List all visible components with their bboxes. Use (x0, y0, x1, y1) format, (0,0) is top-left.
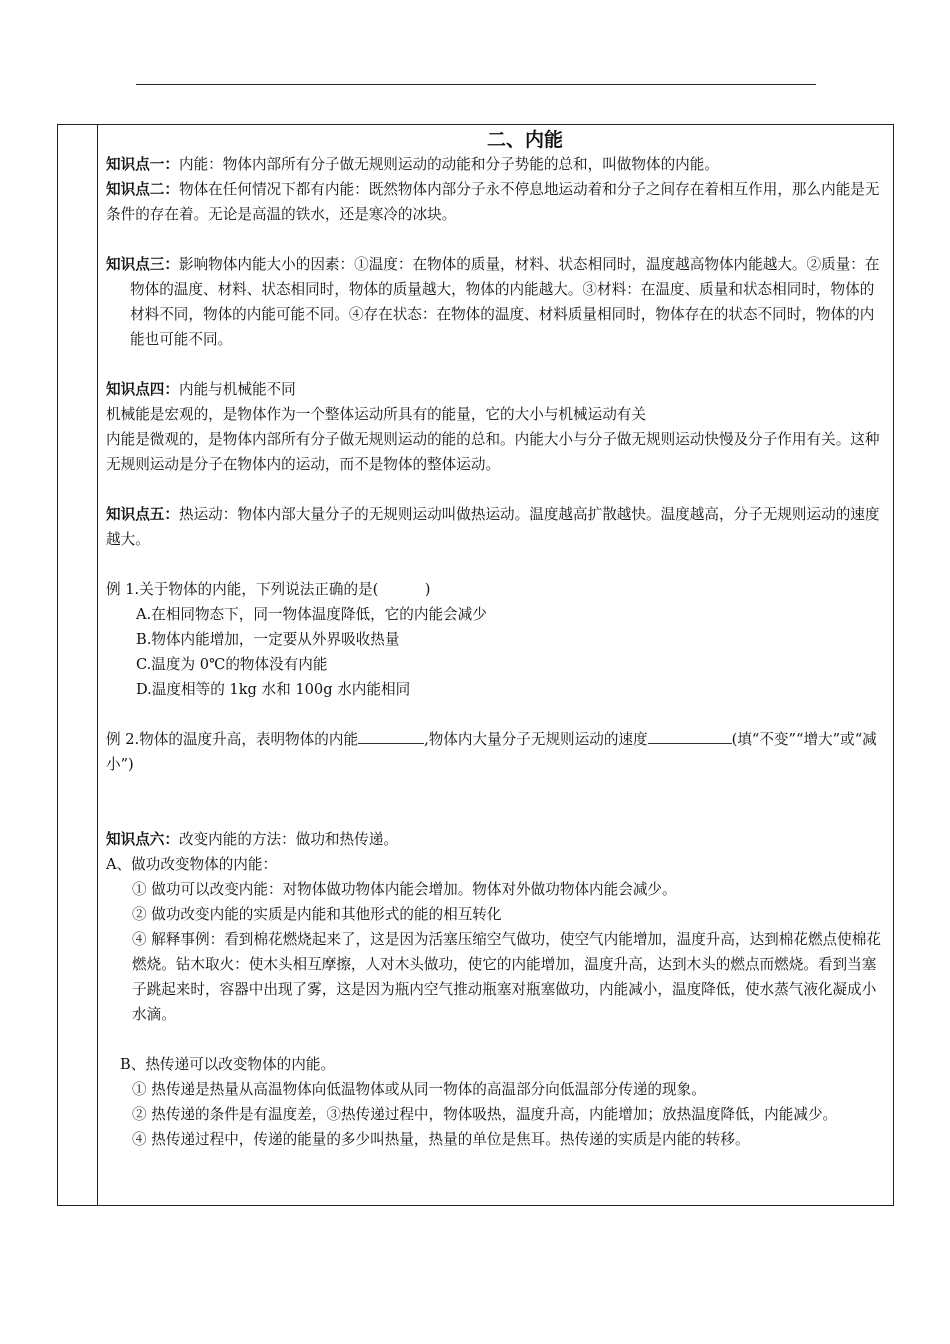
kp6-b-item-2: ② 热传递的条件是有温度差，③热传递过程中，物体吸热，温度升高，内能增加；放热温度降低，内能减少。 (132, 1106, 838, 1123)
kp6-a-item-1: ① 做功可以改变内能：对物体做功物体内能会增加。物体对外做功物体内能会减少。 (132, 881, 677, 898)
answer-blank-2[interactable] (648, 727, 732, 744)
kp4-label: 知识点四： (106, 381, 179, 398)
kp6-a-item-2: ② 做功改变内能的实质是内能和其他形式的能的相互转化 (132, 906, 502, 923)
example-1-option-b: B.物体内能增加，一定要从外界吸收热量 (136, 631, 400, 648)
knowledge-point-4 (106, 377, 888, 402)
example-1-option-a: A.在相同物态下，同一物体温度降低，它的内能会减少 (136, 606, 487, 623)
kp6-a-heading: A、做功改变物体的内能： (106, 856, 278, 873)
knowledge-point-3 (106, 252, 888, 352)
example-1-option-d: D.温度相等的 1kg 水和 100g 水内能相同 (136, 681, 411, 698)
knowledge-point-6 (106, 827, 888, 852)
section-title: 二、内能 (486, 129, 563, 151)
example-2 (106, 727, 888, 777)
knowledge-point-1 (106, 152, 888, 177)
answer-blank-1[interactable] (358, 727, 424, 744)
kp5-text: 热运动：物体内部大量分子的无规则运动叫做热运动。温度越高扩散越快。温度越高，分子无规则运动的速度越大。 (106, 506, 880, 548)
table-column-divider (97, 124, 98, 1206)
example-2-part-1: 例 2.物体的温度升高，表明物体的内能 (106, 731, 359, 748)
kp4-text: 内能与机械能不同 (178, 381, 296, 398)
kp4-line-2: 内能是微观的，是物体内部所有分子做无规则运动的能的总和。内能大小与分子做无规则运动快慢及分子作用有关。这种无规则运动是分子在物体内的运动，而不是物体的整体运动。 (106, 431, 880, 473)
example-2-part-3: (填“不变”“增大”或“减小”) (106, 731, 877, 773)
kp6-b-heading: B、热传递可以改变物体的内能。 (120, 1056, 336, 1073)
kp1-label: 知识点一： (106, 156, 179, 173)
kp6-a-item-3: ④ 解释事例：看到棉花燃烧起来了，这是因为活塞压缩空气做功，使空气内能增加，温度升高，达到棉花燃点使棉花燃烧。钻木取火：使木头相互摩擦，人对木头做功，使它的内能增加，温度升高，达到木头的燃点而燃烧。看到当塞子跳起来时，容器中出现了雾，这是因为瓶内空气推动瓶塞对瓶塞做功，内能减小，温度降低，使水蒸气液化凝成小水滴。 (132, 931, 881, 1023)
kp3-label: 知识点三： (106, 256, 179, 273)
kp3-text: 影响物体内能大小的因素：①温度：在物体的质量，材料、状态相同时，温度越高物体内能越大。②质量：在物体的温度、材料、状态相同时，物体的质量越大，物体的内能越大。③材料：在温度、质量和状态相同时，物体的材料不同，物体的内能可能不同。④存在状态：在物体的温度、材料质量相同时，物体存在的状态不同时，物体的内能也可能不同。 (130, 256, 880, 348)
kp6-text: 改变内能的方法：做功和热传递。 (178, 831, 398, 848)
header-rule (136, 84, 816, 85)
example-1-option-c: C.温度为 0℃的物体没有内能 (136, 656, 328, 673)
kp6-label: 知识点六： (106, 831, 179, 848)
knowledge-point-2 (106, 177, 888, 227)
kp2-label: 知识点二： (106, 181, 179, 198)
kp1-text: 内能：物体内部所有分子做无规则运动的动能和分子势能的总和，叫做物体的内能。 (178, 156, 719, 173)
example-2-part-2: ,物体内大量分子无规则运动的速度 (424, 731, 648, 748)
kp5-label: 知识点五： (106, 506, 179, 523)
kp6-b-item-3: ④ 热传递过程中，传递的能量的多少叫热量，热量的单位是焦耳。热传递的实质是内能的转移。 (132, 1131, 750, 1148)
kp2-text: 物体在任何情况下都有内能：既然物体内部分子永不停息地运动着和分子之间存在着相互作用，那么内能是无条件的存在着。无论是高温的铁水，还是寒冷的冰块。 (106, 181, 880, 223)
kp4-line-1: 机械能是宏观的，是物体作为一个整体运动所具有的能量，它的大小与机械运动有关 (106, 406, 646, 423)
knowledge-point-5 (106, 502, 888, 552)
content-cell (106, 128, 888, 1152)
example-1-question: 例 1.关于物体的内能，下列说法正确的是( ) (106, 581, 431, 598)
kp6-b-item-1: ① 热传递是热量从高温物体向低温物体或从同一物体的高温部分向低温部分传递的现象。 (132, 1081, 706, 1098)
